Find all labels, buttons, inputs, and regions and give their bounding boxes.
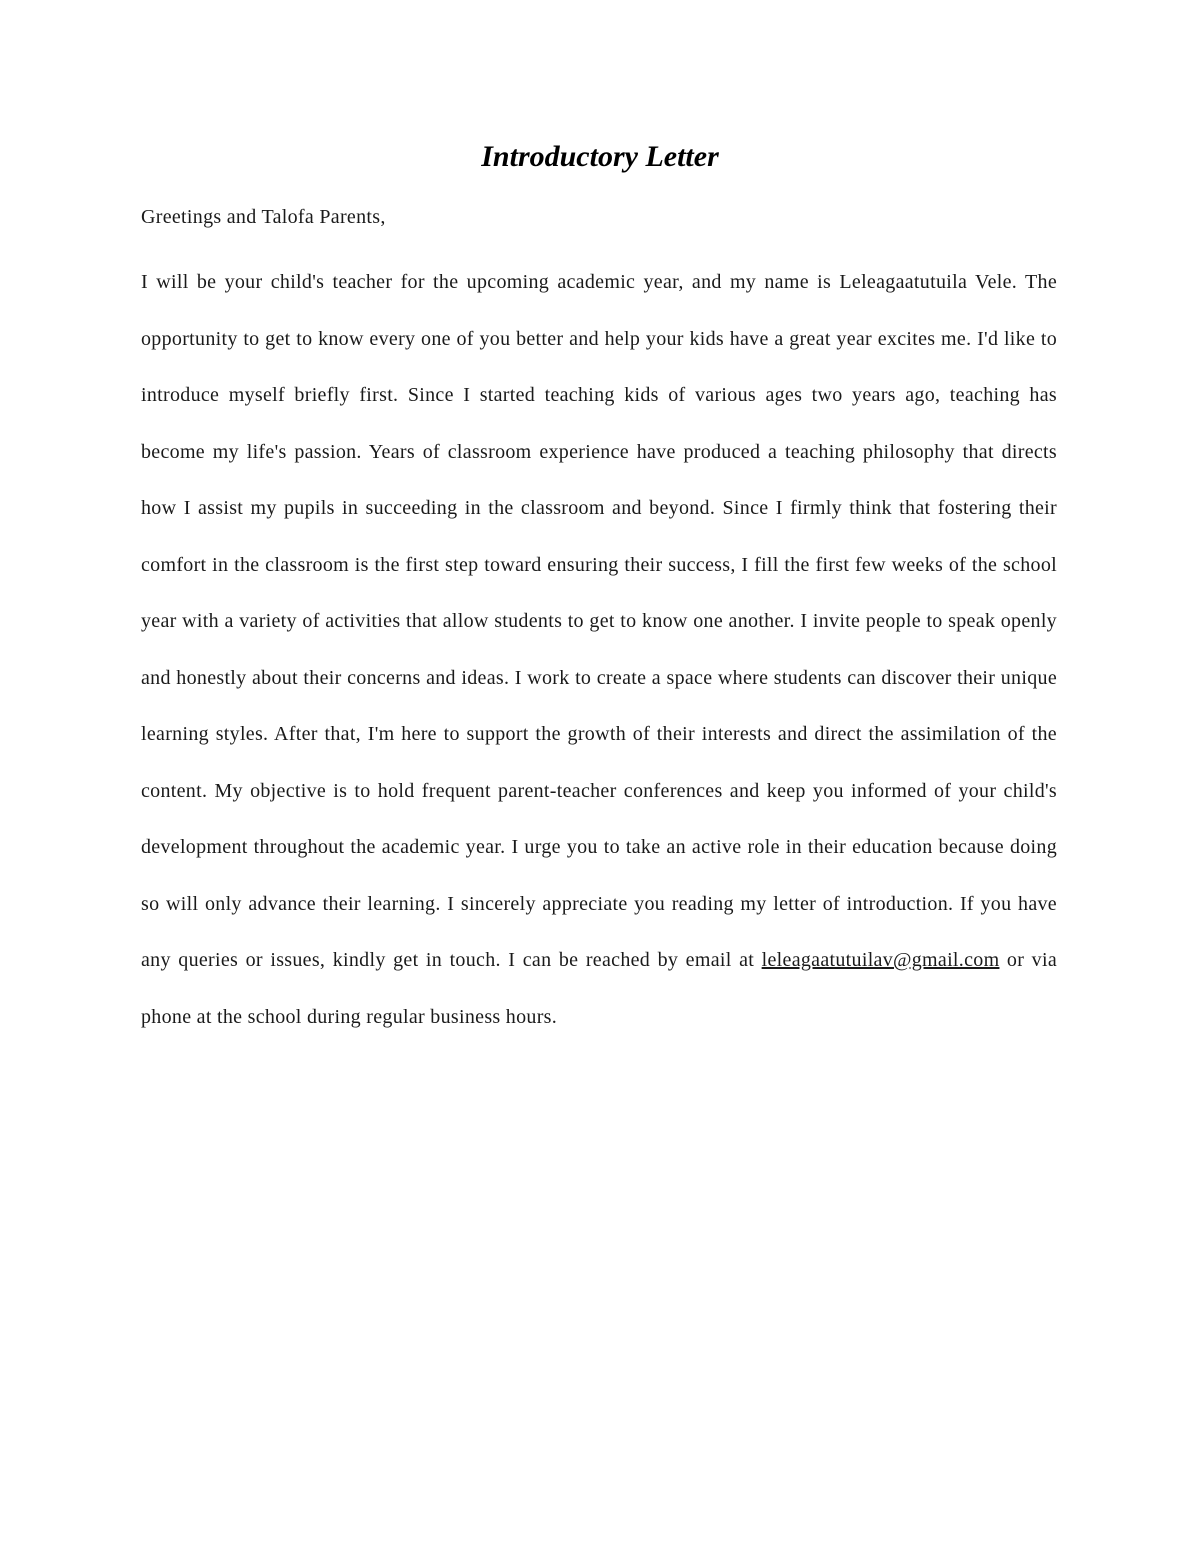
letter-body xyxy=(141,254,1057,1045)
email-link[interactable]: leleagaatutuilav@gmail.com xyxy=(761,949,1000,971)
letter-salutation: Greetings and Talofa Parents, xyxy=(141,206,386,228)
letter-body-text-part-2: or via phone at the school during regular business hours. xyxy=(141,949,1058,1028)
letter-body-text-part-1: I will be your child's teacher for the upcoming academic year, and my name is Leleagaatutuila Vele. The opportunity to get to know every one of you better and help your kids have a great year excites me. I'd like to introduce myself briefly first. Since I started teaching kids of various ages two years ago, teaching has become my life's passion. Years of classroom experience have produced a teaching philosophy that directs how I assist my pupils in succeeding in the classroom and beyond. Since I firmly think that fostering their comfort in the classroom is the first step toward ensuring their success, I fill the first few weeks of the school year with a variety of activities that allow students to get to know one another. I invite people to speak openly and honestly about their concerns and ideas. I work to create a space where students can discover their unique learning styles. After that, I'm here to support the growth of their interests and direct the assimilation of the content. My objective is to hold frequent parent-teacher conferences and keep you informed of your child's development throughout the academic year. I urge you to take an active role in their education because doing so will only advance their learning. I sincerely appreciate you reading my letter of introduction. If you have any queries or issues, kindly get in touch. I can be reached by email at xyxy=(141,271,1057,971)
letter-title: Introductory Letter xyxy=(481,140,719,173)
